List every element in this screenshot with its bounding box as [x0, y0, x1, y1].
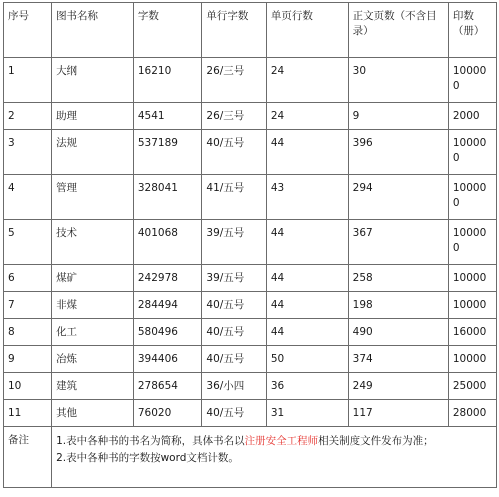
cell-body-pages: 294 [348, 175, 448, 220]
cell-print-run: 28000 [448, 400, 496, 427]
cell-seq: 1 [4, 58, 52, 103]
cell-chars-per-line: 40/五号 [202, 130, 266, 175]
note-line-1-start: 1.表中各种书的书名为简称，具体书名以 [56, 435, 245, 447]
cell-chars-per-line: 39/五号 [202, 220, 266, 265]
cell-print-run: 100000 [448, 130, 496, 175]
cell-lines-per-page: 24 [266, 103, 348, 130]
table-row [4, 292, 497, 319]
cell-chars-per-line: 39/五号 [202, 265, 266, 292]
cell-book-name: 非煤 [52, 292, 134, 319]
cell-lines-per-page: 44 [266, 292, 348, 319]
note-content [52, 427, 497, 488]
cell-book-name: 管理 [52, 175, 134, 220]
cell-print-run: 2000 [448, 103, 496, 130]
cell-seq: 8 [4, 319, 52, 346]
cell-chars-per-line: 26/三号 [202, 103, 266, 130]
cell-print-run: 100000 [448, 220, 496, 265]
cell-print-run: 100000 [448, 58, 496, 103]
table-header-row [4, 3, 497, 58]
cell-print-run: 10000 [448, 265, 496, 292]
table-row [4, 346, 497, 373]
cell-seq: 3 [4, 130, 52, 175]
cell-book-name: 化工 [52, 319, 134, 346]
cell-seq: 11 [4, 400, 52, 427]
cell-chars-per-line: 36/小四 [202, 373, 266, 400]
cell-seq: 5 [4, 220, 52, 265]
cell-lines-per-page: 44 [266, 130, 348, 175]
header-lines-per-page: 单页行数 [266, 3, 348, 58]
cell-word-count: 284494 [133, 292, 202, 319]
cell-book-name: 大纲 [52, 58, 134, 103]
cell-book-name: 法规 [52, 130, 134, 175]
cell-book-name: 建筑 [52, 373, 134, 400]
cell-word-count: 328041 [133, 175, 202, 220]
cell-lines-per-page: 44 [266, 220, 348, 265]
cell-chars-per-line: 40/五号 [202, 400, 266, 427]
table-row [4, 130, 497, 175]
cell-print-run: 10000 [448, 292, 496, 319]
cell-seq: 2 [4, 103, 52, 130]
cell-seq: 4 [4, 175, 52, 220]
cell-body-pages: 374 [348, 346, 448, 373]
cell-word-count: 16210 [133, 58, 202, 103]
table-row [4, 175, 497, 220]
cell-word-count: 76020 [133, 400, 202, 427]
header-book-name: 图书名称 [52, 3, 134, 58]
table-row [4, 319, 497, 346]
cell-word-count: 394406 [133, 346, 202, 373]
table-row [4, 220, 497, 265]
cell-book-name: 煤矿 [52, 265, 134, 292]
cell-body-pages: 258 [348, 265, 448, 292]
cell-seq: 7 [4, 292, 52, 319]
cell-body-pages: 30 [348, 58, 448, 103]
cell-word-count: 401068 [133, 220, 202, 265]
cell-word-count: 278654 [133, 373, 202, 400]
cell-lines-per-page: 43 [266, 175, 348, 220]
cell-lines-per-page: 50 [266, 346, 348, 373]
cell-chars-per-line: 40/五号 [202, 319, 266, 346]
cell-lines-per-page: 36 [266, 373, 348, 400]
note-line-1 [56, 433, 492, 450]
cell-word-count: 580496 [133, 319, 202, 346]
cell-lines-per-page: 44 [266, 319, 348, 346]
note-line-1-end: 相关制度文件发布为准； [318, 435, 434, 447]
cell-chars-per-line: 41/五号 [202, 175, 266, 220]
cell-body-pages: 9 [348, 103, 448, 130]
header-seq: 序号 [4, 3, 52, 58]
cell-body-pages: 490 [348, 319, 448, 346]
cell-seq: 6 [4, 265, 52, 292]
cell-seq: 9 [4, 346, 52, 373]
table-row [4, 58, 497, 103]
cell-body-pages: 198 [348, 292, 448, 319]
header-word-count: 字数 [133, 3, 202, 58]
cell-print-run: 100000 [448, 175, 496, 220]
cell-lines-per-page: 31 [266, 400, 348, 427]
note-line-2: 2.表中各种书的字数按word文档计数。 [56, 452, 239, 464]
cell-book-name: 冶炼 [52, 346, 134, 373]
cell-body-pages: 367 [348, 220, 448, 265]
cell-chars-per-line: 40/五号 [202, 346, 266, 373]
cell-word-count: 537189 [133, 130, 202, 175]
cell-book-name: 技术 [52, 220, 134, 265]
book-statistics-table [3, 2, 497, 488]
cell-seq: 10 [4, 373, 52, 400]
cell-body-pages: 117 [348, 400, 448, 427]
table-row [4, 103, 497, 130]
cell-print-run: 16000 [448, 319, 496, 346]
header-body-pages: 正文页数（不含目录） [348, 3, 448, 58]
header-print-run: 印数（册） [448, 3, 496, 58]
cell-print-run: 25000 [448, 373, 496, 400]
cell-lines-per-page: 44 [266, 265, 348, 292]
cell-body-pages: 396 [348, 130, 448, 175]
cell-lines-per-page: 24 [266, 58, 348, 103]
cell-word-count: 4541 [133, 103, 202, 130]
cell-book-name: 助理 [52, 103, 134, 130]
header-chars-per-line: 单行字数 [202, 3, 266, 58]
table-row [4, 265, 497, 292]
note-highlight-text: 注册安全工程师 [244, 435, 319, 447]
table-row [4, 400, 497, 427]
cell-chars-per-line: 26/三号 [202, 58, 266, 103]
cell-book-name: 其他 [52, 400, 134, 427]
cell-print-run: 10000 [448, 346, 496, 373]
cell-body-pages: 249 [348, 373, 448, 400]
table-row [4, 373, 497, 400]
note-row [4, 427, 497, 488]
note-label: 备注 [4, 427, 52, 488]
cell-chars-per-line: 40/五号 [202, 292, 266, 319]
cell-word-count: 242978 [133, 265, 202, 292]
